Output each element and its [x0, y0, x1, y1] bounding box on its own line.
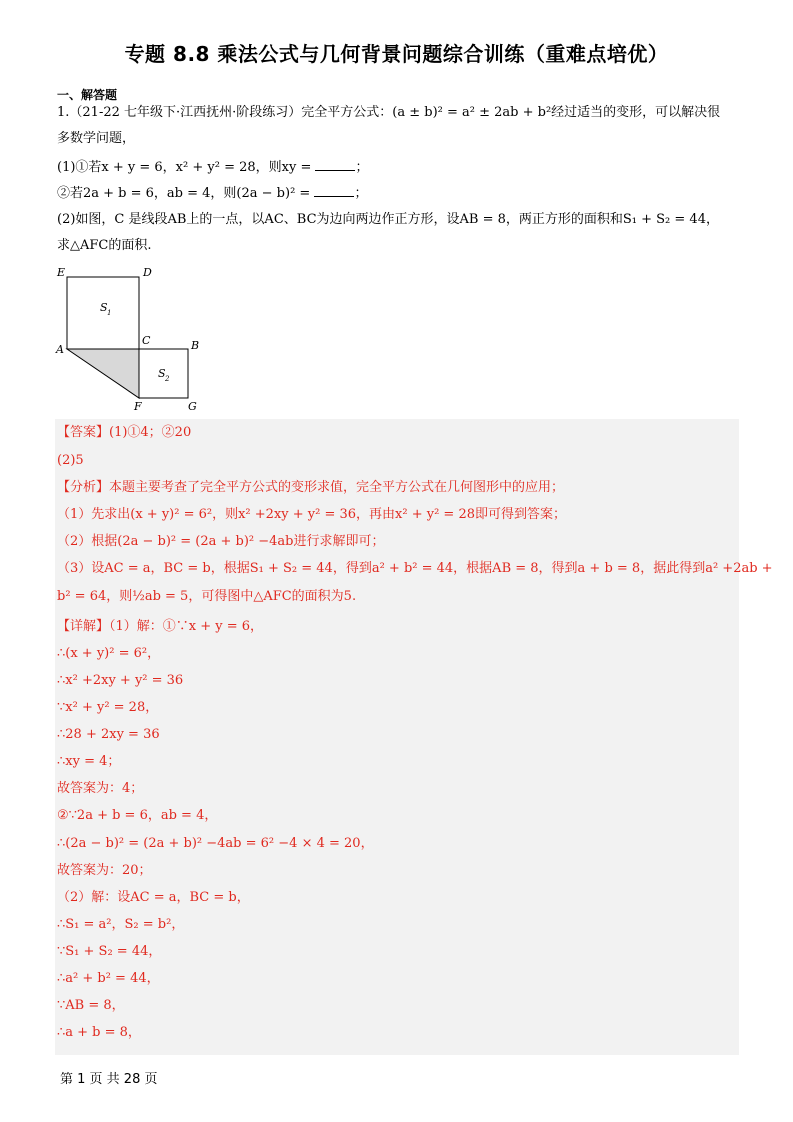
detail-line-9: ∴(2a − b)² = (2a + b)² −4ab = 6² −4 × 4 = 20，	[57, 836, 374, 851]
question-line-2: 多数学问题，	[57, 131, 136, 146]
detail-line-15: ∵AB = 8，	[57, 998, 125, 1013]
detail-line-13: ∵S₁ + S₂ = 44，	[57, 944, 162, 959]
detail-line-6: ∴xy = 4；	[57, 754, 121, 769]
page-footer: 第 1 页 共 28 页	[60, 1072, 158, 1087]
label-e: E	[57, 266, 66, 279]
detail-line-2: ∴(x + y)² = 6²，	[57, 646, 161, 661]
detail-line-11: （2）解：设AC = a，BC = b，	[57, 890, 250, 905]
label-f: F	[134, 400, 142, 413]
question-1a	[57, 158, 369, 177]
section-heading: 一、解答题	[57, 88, 118, 102]
question-1b-end: ；	[354, 186, 368, 201]
question-1a-end: ；	[355, 160, 369, 175]
answer-blank-2	[314, 184, 354, 197]
analysis-heading: 【分析】本题主要考查了完全平方公式的变形求值，完全平方公式在几何图形中的应用；	[57, 480, 565, 495]
answer-blank-1	[315, 158, 355, 171]
answer-line-1: 【答案】(1)①4；②20	[57, 425, 192, 440]
label-a: A	[56, 343, 64, 356]
page-title: 专题 8.8 乘法公式与几何背景问题综合训练（重难点培优）	[124, 42, 669, 66]
detail-line-16: ∴a + b = 8，	[57, 1025, 141, 1040]
analysis-line-3: （3）设AC = a，BC = b，根据S₁ + S₂ = 44，得到a² + b² = 44，根据AB = 8，得到a + b = 8，据此得到a² +2ab +	[57, 561, 773, 576]
detail-line-12: ∴S₁ = a²，S₂ = b²，	[57, 917, 185, 932]
question-1b	[57, 184, 367, 203]
detail-line-10: 故答案为：20；	[57, 863, 152, 878]
detail-line-7: 故答案为：4；	[57, 781, 144, 796]
detail-line-1: 【详解】（1）解：①∵x + y = 6，	[57, 619, 264, 634]
question-line-1: 1.（21-22 七年级下·江西抚州·阶段练习）完全平方公式：(a ± b)² = a² ± 2ab + b²经过适当的变形，可以解决很	[57, 105, 721, 120]
detail-line-3: ∴x² +2xy + y² = 36	[57, 673, 184, 688]
detail-line-4: ∵x² + y² = 28，	[57, 700, 159, 715]
label-g: G	[188, 400, 197, 413]
analysis-line-2: （2）根据(2a − b)² = (2a + b)² −4ab进行求解即可；	[57, 534, 385, 549]
question-1b-text: ②若2a + b = 6，ab = 4，则(2a − b)² =	[57, 186, 311, 201]
detail-line-8: ②∵2a + b = 6，ab = 4，	[57, 808, 218, 823]
label-c: C	[142, 334, 151, 347]
triangle-afc	[67, 349, 139, 398]
analysis-line-1: （1）先求出(x + y)² = 6²，则x² +2xy + y² = 36，再由x² + y² = 28即可得到答案；	[57, 507, 566, 522]
geometry-figure	[55, 264, 215, 414]
question-2-line-1: (2)如图，C 是线段AB上的一点，以AC、BC为边向两边作正方形，设AB = 8，两正方形的面积和S₁ + S₂ = 44，	[57, 212, 719, 227]
label-s1: S	[100, 301, 108, 314]
question-2-line-2: 求△AFC的面积.	[57, 238, 152, 253]
analysis-line-4: b² = 64，则½ab = 5，可得图中△AFC的面积为5.	[57, 589, 357, 604]
label-d: D	[143, 266, 152, 279]
label-b: B	[191, 339, 200, 352]
detail-line-5: ∴28 + 2xy = 36	[57, 727, 160, 742]
answer-line-2: (2)5	[57, 453, 84, 468]
label-s1-sub: 1	[107, 309, 112, 317]
label-s2: S	[158, 367, 166, 380]
label-s2-sub: 2	[165, 375, 170, 383]
detail-line-14: ∴a² + b² = 44，	[57, 971, 160, 986]
question-1a-text: (1)①若x + y = 6，x² + y² = 28，则xy =	[57, 160, 312, 175]
